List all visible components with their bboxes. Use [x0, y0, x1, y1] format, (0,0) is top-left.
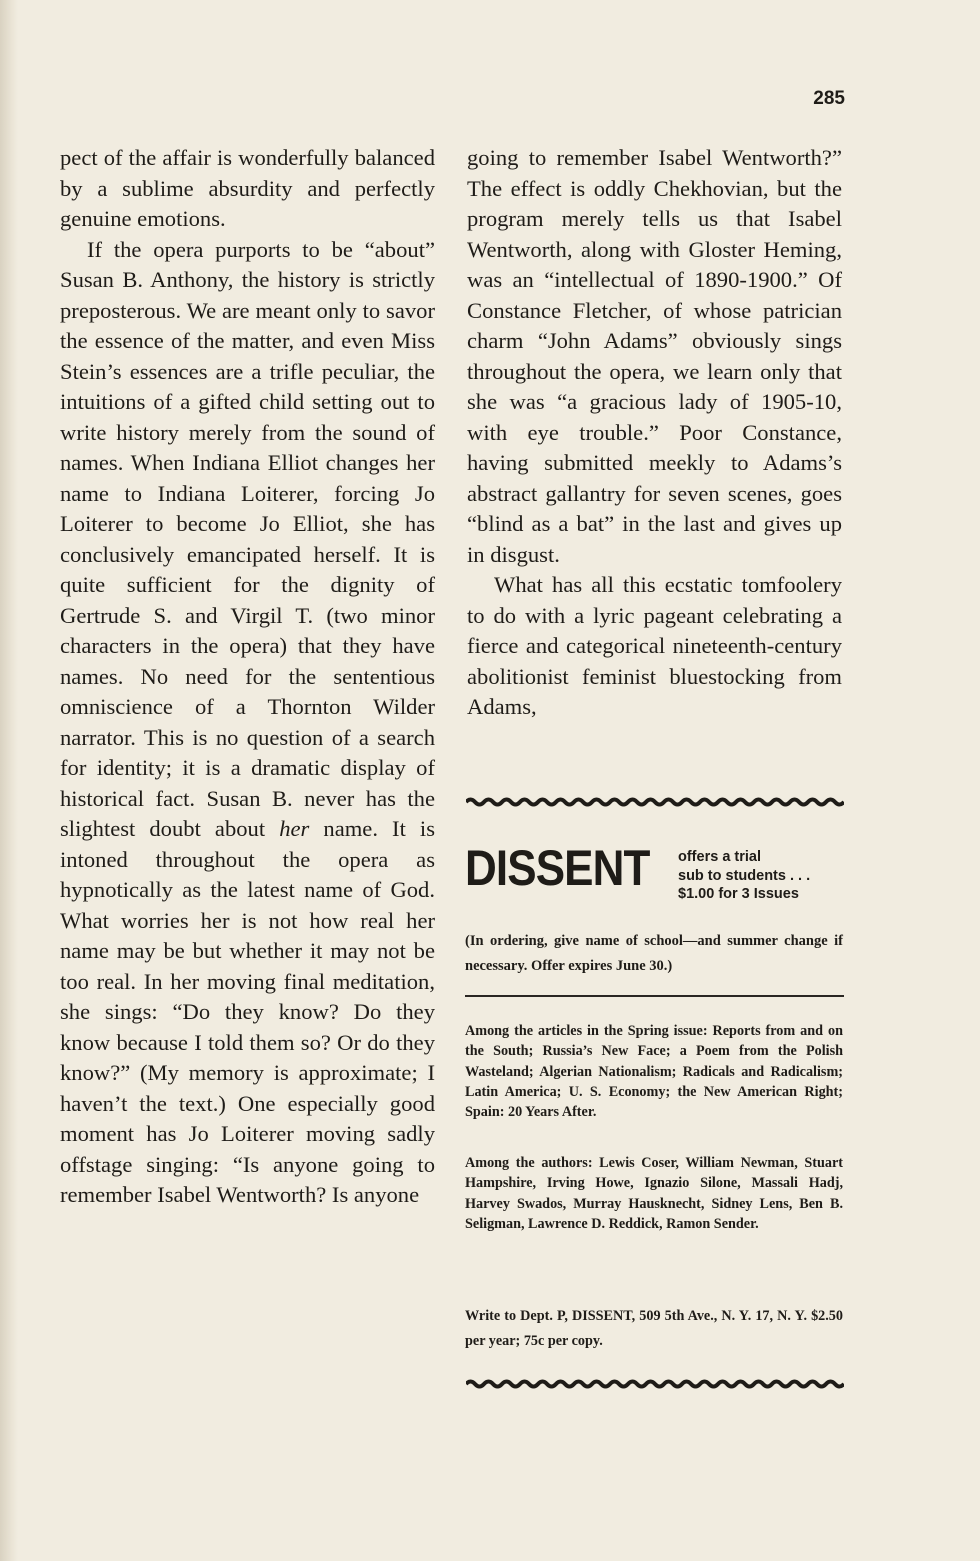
- offer-line: sub to students . . .: [678, 867, 811, 884]
- paragraph-isabel-wentworth: going to remember Isabel Wentworth?” The effect is oddly Chekhovian, but the program merely tells us that Isabel Wentworth, along with Gloster Heming, was an “intellectual of 1890-1900.” Of Constance Fletcher, of whose patrician charm “John Adams” obviously sings throughout the opera, we learn only that she was “a gracious lady of 1905-10, with eye trouble.” Poor Constance, having submitted meekly to Adams’s abstract gallantry for seven scenes, goes “blind as a bat” in the last and gives up in disgust.: [467, 145, 842, 567]
- page-spine-shadow: [0, 0, 18, 1561]
- ad-top-border: [466, 797, 844, 807]
- ad-divider-rule: [465, 995, 844, 997]
- dissent-ad-title: DISSENT: [465, 840, 650, 896]
- emphasized-word: her: [279, 816, 310, 841]
- paragraph-opera-history: [60, 235, 435, 1211]
- dissent-ad-offer: [678, 848, 853, 904]
- offer-line: $1.00 for 3 Issues: [678, 886, 799, 902]
- dissent-ad-authors: Among the authors: Lewis Coser, William Newman, Stuart Hampshire, Irving Howe, Ignazio Silone, Massali Hadj, Harvey Swados, Murray Hausknecht, Sidney Lens, Ben B. Seligman, Lawrence D. Reddick, Ramon Sender.: [465, 1155, 843, 1232]
- page-number: 285: [813, 88, 845, 109]
- dissent-ad-articles: Among the articles in the Spring issue: Reports from and on the South; Russia’s New Face; a Poem from the Polish Wasteland; Algerian Nationalism; Radicals and Radicalism; Latin America; U. S. Economy; the New American Right; Spain: 20 Years After.: [465, 1023, 843, 1121]
- paragraph-tomfoolery: What has all this ecstatic tomfoolery to do with a lyric pageant celebrating a fierce and categorical nineteenth-century abolitionist feminist bluestocking from Adams,: [467, 572, 842, 719]
- paragraph-text-before: If the opera purports to be “about” Susan B. Anthony, the history is strictly preposterous. We are meant only to savor the essence of the matter, and even Miss Stein’s essences are a trifle peculiar, the intuitions of a gifted child setting out to write history merely from the sound of names. When Indiana Elliot changes her name to Indiana Loiterer, forcing Jo Loiterer to become Jo Elliot, she has conclusively emancipated herself. It is quite sufficient for the dignity of Gertrude S. and Virgil T. (two minor characters in the opera) that they have names. No need for the sententious omniscience of a Thornton Wilder narrator. This is no question of a search for identity; it is a dramatic display of historical fact. Susan B. never has the slightest doubt about: [60, 236, 435, 841]
- right-text-column: [467, 143, 842, 723]
- paragraph-continuation: pect of the affair is wonderfully balanced by a sublime absurdity and perfectly genuine emotions.: [60, 145, 435, 231]
- paragraph-text-after: name. It is intoned throughout the opera as hypnotically as the latest name of God. What worries her is not how real her name may be but whether it may not be too real. In her moving final meditation, she sings: “Do they know? Do they know because I told them so? Or do they know?” (My memory is approximate; I haven’t the text.) One especially good moment has Jo Loiterer moving sadly offstage singing: “Is anyone going to remember Isabel Wentworth? Is anyone: [60, 816, 435, 1207]
- offer-line: offers a trial: [678, 849, 761, 865]
- dissent-ad-ordering-note: (In ordering, give name of school—and summer change if necessary. Offer expires June 30.): [465, 933, 843, 974]
- left-text-column: [60, 143, 435, 1211]
- dissent-ad-address: Write to Dept. P, DISSENT, 509 5th Ave., N. Y. 17, N. Y. $2.50 per year; 75c per copy.: [465, 1308, 843, 1349]
- ad-bottom-border: [466, 1379, 844, 1389]
